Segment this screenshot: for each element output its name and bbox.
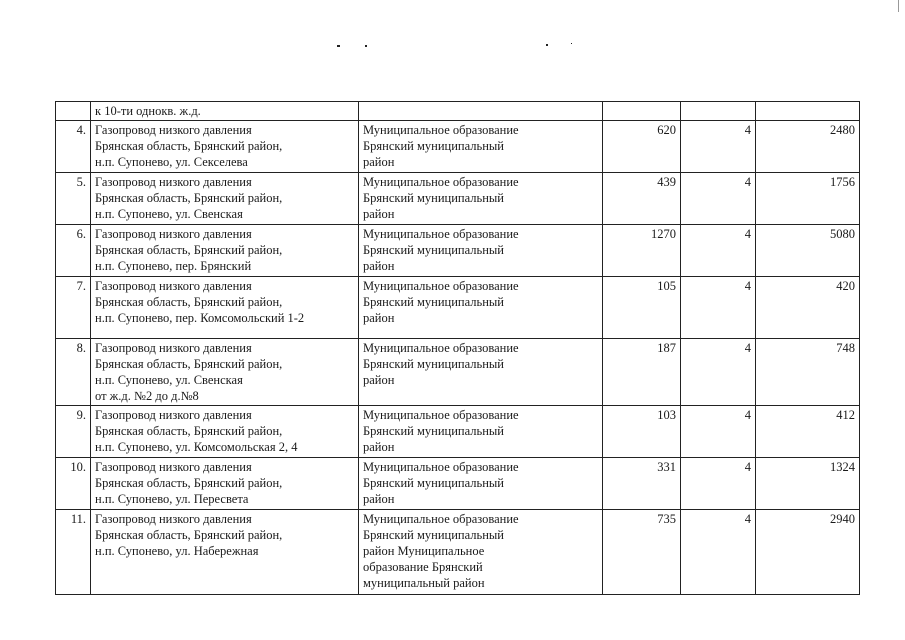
row-number: 8. (56, 339, 91, 406)
owner-name (359, 121, 603, 173)
total-value: 5080 (756, 225, 860, 277)
owner-line: район (363, 311, 395, 325)
object-name (91, 102, 359, 121)
row-number: 6. (56, 225, 91, 277)
coefficient-value: 4 (681, 225, 756, 277)
owner-line: район Муниципальное (363, 544, 485, 558)
object-name-line: н.п. Супонево, ул. Набережная (95, 544, 259, 558)
owner-line: Брянский муниципальный (363, 139, 504, 153)
owner-line: Брянский муниципальный (363, 476, 504, 490)
coefficient-value: 4 (681, 173, 756, 225)
total-value: 1324 (756, 458, 860, 510)
object-name-line: Газопровод низкого давления (95, 175, 252, 189)
owner-name (359, 510, 603, 595)
length-value: 1270 (603, 225, 681, 277)
object-name (91, 121, 359, 173)
table-row (56, 121, 860, 173)
coefficient-value: 4 (681, 277, 756, 339)
table-row (56, 339, 860, 406)
table-row (56, 277, 860, 339)
object-name-line: Брянская область, Брянский район, (95, 357, 283, 371)
coefficient-value: 4 (681, 458, 756, 510)
table-row (56, 510, 860, 595)
object-name-line: от ж.д. №2 до д.№8 (95, 389, 199, 403)
owner-line: район (363, 207, 395, 221)
object-name-line: Брянская область, Брянский район, (95, 139, 283, 153)
owner-line: район (363, 155, 395, 169)
table-row (56, 458, 860, 510)
object-name-line: Брянская область, Брянский район, (95, 424, 283, 438)
row-number: 9. (56, 406, 91, 458)
row-number: 11. (56, 510, 91, 595)
scan-edge-mark (898, 0, 899, 12)
row-number (56, 102, 91, 121)
object-name (91, 339, 359, 406)
owner-line: Муниципальное образование (363, 279, 519, 293)
table-row (56, 225, 860, 277)
owner-name (359, 277, 603, 339)
object-name-line: Газопровод низкого давления (95, 460, 252, 474)
owner-name (359, 225, 603, 277)
coefficient-value: 4 (681, 510, 756, 595)
coefficient-value: 4 (681, 121, 756, 173)
object-name-line: н.п. Супонево, ул. Пересвета (95, 492, 249, 506)
object-name (91, 510, 359, 595)
object-name (91, 225, 359, 277)
owner-name (359, 102, 603, 121)
row-number: 7. (56, 277, 91, 339)
owner-line: Муниципальное образование (363, 408, 519, 422)
length-value: 439 (603, 173, 681, 225)
object-name-line: н.п. Супонево, пер. Брянский (95, 259, 252, 273)
object-name (91, 277, 359, 339)
owner-line: Брянский муниципальный (363, 295, 504, 309)
table-row (56, 173, 860, 225)
object-name-line: Брянская область, Брянский район, (95, 191, 283, 205)
owner-line: Муниципальное образование (363, 123, 519, 137)
object-name-line: Газопровод низкого давления (95, 279, 252, 293)
table-row (56, 102, 860, 121)
row-number: 10. (56, 458, 91, 510)
total-value: 412 (756, 406, 860, 458)
owner-line: Муниципальное образование (363, 460, 519, 474)
object-name-line: Газопровод низкого давления (95, 123, 252, 137)
total-value: 420 (756, 277, 860, 339)
object-name-line: н.п. Супонево, ул. Свенская (95, 207, 243, 221)
object-name-line: н.п. Супонево, ул. Секселева (95, 155, 248, 169)
owner-line: Брянский муниципальный (363, 424, 504, 438)
owner-name (359, 458, 603, 510)
length-value: 620 (603, 121, 681, 173)
length-value: 735 (603, 510, 681, 595)
object-name-line: н.п. Супонево, ул. Комсомольская 2, 4 (95, 440, 298, 454)
coefficient-value (681, 102, 756, 121)
object-name-line: Газопровод низкого давления (95, 512, 252, 526)
row-number: 4. (56, 121, 91, 173)
total-value: 2480 (756, 121, 860, 173)
length-value: 331 (603, 458, 681, 510)
owner-name (359, 406, 603, 458)
total-value (756, 102, 860, 121)
owner-line: Брянский муниципальный (363, 191, 504, 205)
object-name-line: Брянская область, Брянский район, (95, 476, 283, 490)
total-value: 2940 (756, 510, 860, 595)
length-value: 187 (603, 339, 681, 406)
owner-line: образование Брянский (363, 560, 483, 574)
object-name-line: Газопровод низкого давления (95, 227, 252, 241)
object-name-line: н.п. Супонево, ул. Свенская (95, 373, 243, 387)
owner-line: Муниципальное образование (363, 341, 519, 355)
total-value: 1756 (756, 173, 860, 225)
object-name-line: Брянская область, Брянский район, (95, 528, 283, 542)
object-name (91, 173, 359, 225)
table-row (56, 406, 860, 458)
owner-line: Брянский муниципальный (363, 357, 504, 371)
object-name (91, 406, 359, 458)
owner-line: Брянский муниципальный (363, 528, 504, 542)
owner-line: Муниципальное образование (363, 175, 519, 189)
owner-line: район (363, 440, 395, 454)
owner-name (359, 173, 603, 225)
length-value: 103 (603, 406, 681, 458)
gas-pipeline-table (55, 101, 860, 595)
owner-line: район (363, 492, 395, 506)
coefficient-value: 4 (681, 339, 756, 406)
object-name-line: Брянская область, Брянский район, (95, 295, 283, 309)
object-name-line: к 10-ти однокв. ж.д. (95, 104, 201, 118)
coefficient-value: 4 (681, 406, 756, 458)
row-number: 5. (56, 173, 91, 225)
object-name-line: Газопровод низкого давления (95, 341, 252, 355)
length-value: 105 (603, 277, 681, 339)
object-name-line: Газопровод низкого давления (95, 408, 252, 422)
length-value (603, 102, 681, 121)
object-name-line: н.п. Супонево, пер. Комсомольский 1-2 (95, 311, 305, 325)
owner-line: Муниципальное образование (363, 227, 519, 241)
object-name-line: Брянская область, Брянский район, (95, 243, 283, 257)
total-value: 748 (756, 339, 860, 406)
owner-line: муниципальный район (363, 576, 485, 590)
owner-name (359, 339, 603, 406)
owner-line: район (363, 373, 395, 387)
owner-line: Муниципальное образование (363, 512, 519, 526)
owner-line: район (363, 259, 395, 273)
object-name (91, 458, 359, 510)
owner-line: Брянский муниципальный (363, 243, 504, 257)
